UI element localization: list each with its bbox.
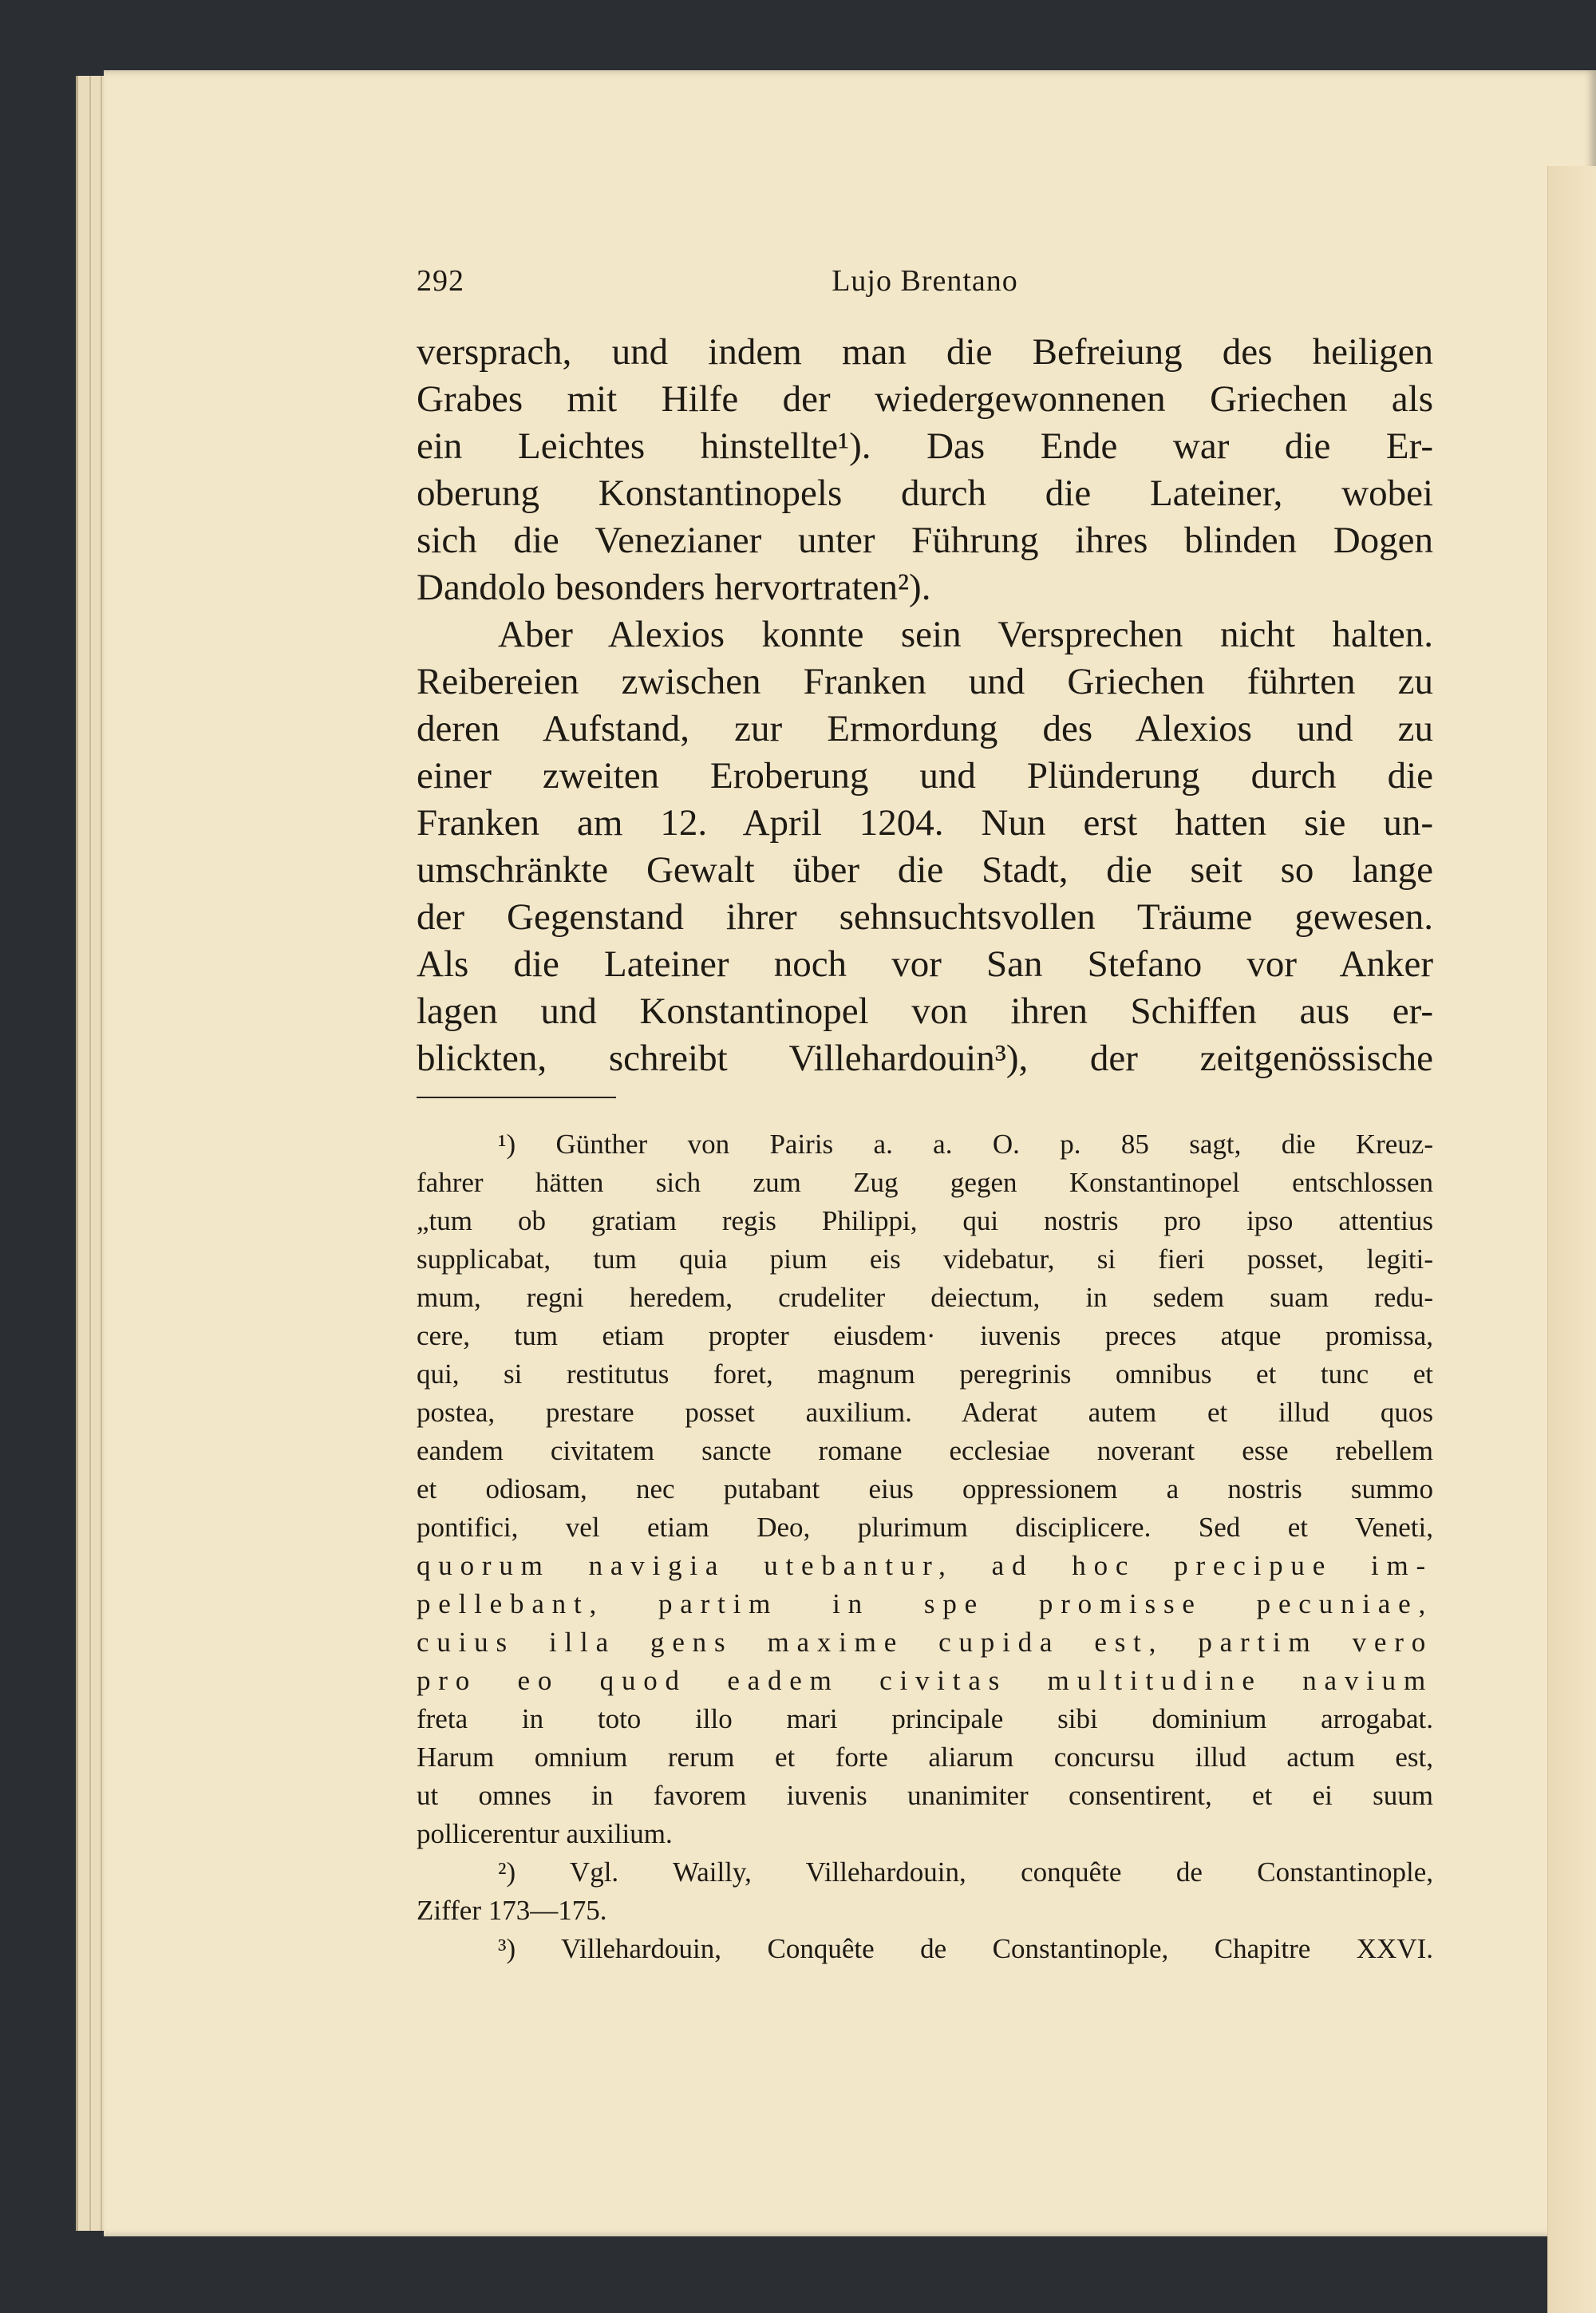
footnote-line: ¹) Günther von Pairis a. a. O. p. 85 sagt, die Kreuz- bbox=[498, 1129, 1433, 1160]
footnote-line: pro eo quod eadem civitas multitudine navium bbox=[417, 1665, 1433, 1696]
body-line: ein Leichtes hinstellte¹). Das Ende war die Er- bbox=[417, 425, 1433, 467]
footnote-line: freta in toto illo mari principale sibi dominium arrogabat. bbox=[417, 1703, 1433, 1734]
footnote-line: qui, si restitutus foret, magnum peregrinis omnibus et tunc et bbox=[417, 1358, 1433, 1390]
body-line: Grabes mit Hilfe der wiedergewonnenen Griechen als bbox=[417, 378, 1433, 420]
body-line: Als die Lateiner noch vor San Stefano vor Anker bbox=[417, 943, 1433, 985]
body-line: lagen und Konstantinopel von ihren Schiffen aus er- bbox=[417, 990, 1433, 1032]
footnote-line: pollicerentur auxilium. bbox=[417, 1818, 673, 1849]
footnote-line: mum, regni heredem, crudeliter deiectum, in sedem suam redu- bbox=[417, 1282, 1433, 1313]
body-line: oberung Konstantinopels durch die Lateiner, wobei bbox=[417, 472, 1433, 514]
page-edge-line bbox=[101, 76, 102, 2231]
footnote-line: quorum navigia utebantur, ad hoc precipue im- bbox=[417, 1550, 1433, 1581]
running-head: Lujo Brentano bbox=[832, 264, 1018, 298]
footnote-line: „tum ob gratiam regis Philippi, qui nostris pro ipso attentius bbox=[417, 1205, 1433, 1236]
footnote-line: cere, tum etiam propter eiusdem· iuvenis preces atque promissa, bbox=[417, 1320, 1433, 1351]
body-line: versprach, und indem man die Befreiung des heiligen bbox=[417, 331, 1433, 373]
footnote-line: ³) Villehardouin, Conquête de Constantinople, Chapitre XXVI. bbox=[498, 1933, 1433, 1964]
footnote-line: pellebant, partim in spe promisse pecuniae, bbox=[417, 1588, 1433, 1619]
footnote-line: ²) Vgl. Wailly, Villehardouin, conquête de Constantinople, bbox=[498, 1856, 1433, 1888]
footnote-rule bbox=[417, 1097, 616, 1098]
page-number: 292 bbox=[417, 264, 464, 298]
footnote-line: Harum omnium rerum et forte aliarum concursu illud actum est, bbox=[417, 1742, 1433, 1773]
body-line: sich die Venezianer unter Führung ihres blinden Dogen bbox=[417, 520, 1433, 561]
facing-page-edge bbox=[1547, 166, 1596, 2313]
body-line: Aber Alexios konnte sein Versprechen nicht halten. bbox=[498, 614, 1433, 655]
body-line: umschränkte Gewalt über die Stadt, die seit so lange bbox=[417, 849, 1433, 891]
body-line: einer zweiten Eroberung und Plünderung durch die bbox=[417, 755, 1433, 797]
body-line: der Gegenstand ihrer sehnsuchtsvollen Träume gewesen. bbox=[417, 896, 1433, 938]
footnote-line: supplicabat, tum quia pium eis videbatur, si fieri posset, legiti- bbox=[417, 1243, 1433, 1275]
body-line: Reibereien zwischen Franken und Griechen führten zu bbox=[417, 661, 1433, 702]
body-line: blickten, schreibt Villehardouin³), der zeitgenössische bbox=[417, 1038, 1433, 1079]
footnote-line: postea, prestare posset auxilium. Aderat autem et illud quos bbox=[417, 1397, 1433, 1428]
footnote-line: cuius illa gens maxime cupida est, partim vero bbox=[417, 1627, 1433, 1658]
footnote-line: fahrer hätten sich zum Zug gegen Konstantinopel entschlossen bbox=[417, 1167, 1433, 1198]
page-edge-line bbox=[89, 76, 91, 2231]
page-header bbox=[417, 263, 1433, 303]
footnotes bbox=[417, 1125, 1433, 1968]
footnote-line: ut omnes in favorem iuvenis unanimiter consentirent, et ei suum bbox=[417, 1780, 1433, 1811]
body-line: deren Aufstand, zur Ermordung des Alexios und zu bbox=[417, 708, 1433, 749]
footnote-line: Ziffer 173—175. bbox=[417, 1895, 607, 1926]
body-line: Franken am 12. April 1204. Nun erst hatten sie un- bbox=[417, 802, 1433, 844]
footnote-line: eandem civitatem sancte romane ecclesiae noverant esse rebellem bbox=[417, 1435, 1433, 1466]
body-line: Dandolo besonders hervortraten²). bbox=[417, 567, 931, 608]
footnote-line: et odiosam, nec putabant eius oppressionem a nostris summo bbox=[417, 1473, 1433, 1504]
body-text bbox=[417, 329, 1433, 1082]
footnote-line: pontifici, vel etiam Deo, plurimum disciplicere. Sed et Veneti, bbox=[417, 1512, 1433, 1543]
